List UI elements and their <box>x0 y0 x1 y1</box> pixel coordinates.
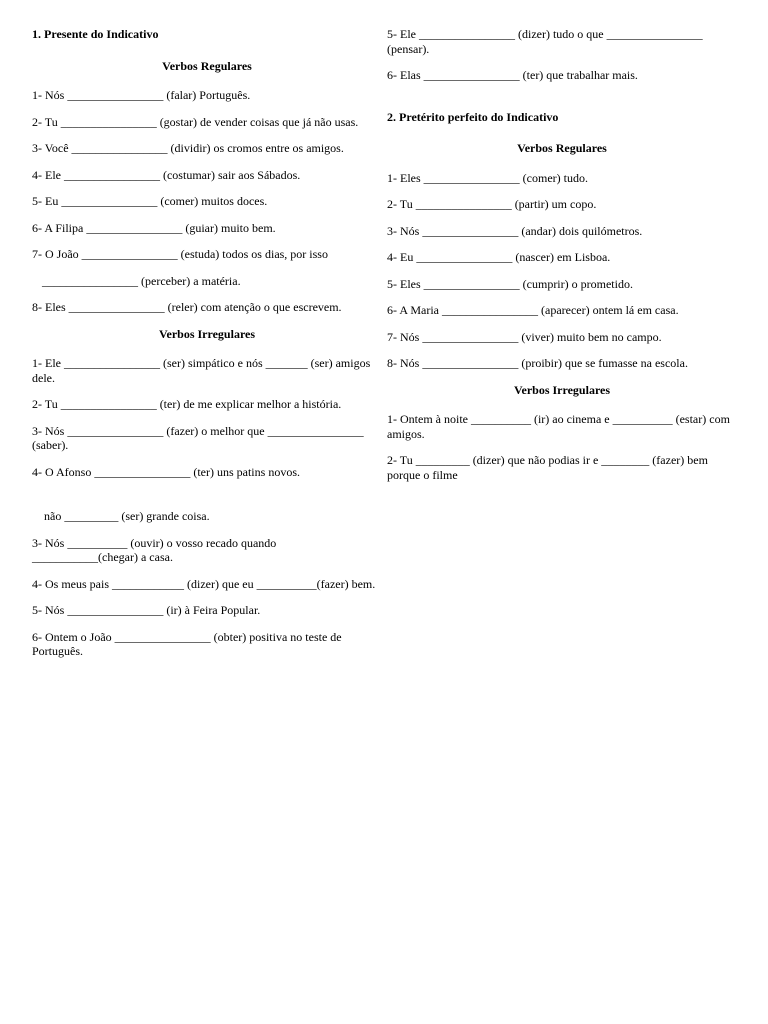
exercise-item: 8- Nós ________________ (proibir) que se fumasse na escola. <box>387 356 688 370</box>
exercise-item: 7- O João ________________ (estuda) todos os dias, por isso <box>32 247 328 261</box>
exercise-item: 1- Ontem à noite __________ (ir) ao cinema e __________ (estar) com amigos. <box>387 412 730 441</box>
exercise-item: 3- Nós ________________ (andar) dois quilómetros. <box>387 223 643 238</box>
exercise-item: 1- Nós ________________ (falar) Português. <box>32 88 251 102</box>
exercise-item: 5- Ele ________________ (dizer) tudo o que ________________ (pensar). <box>387 27 703 56</box>
section2-title: 2. Pretérito perfeito do Indicativo <box>387 109 559 124</box>
exercise-item: 4- O Afonso ________________ (ter) uns patins novos. <box>32 464 300 479</box>
exercise-item-continuation: ________________ (perceber) a matéria. <box>42 273 241 288</box>
exercise-item: 3- Nós ________________ (fazer) o melhor que ________________ (saber). <box>32 423 364 452</box>
exercise-item: 6- A Filipa ________________ (guiar) muito bem. <box>32 220 276 235</box>
left-column <box>32 27 382 671</box>
exercise-item: 8- Eles ________________ (reler) com atenção o que escrevem. <box>32 300 342 314</box>
exercise-item: 7- Nós ________________ (viver) muito bem no campo. <box>387 329 662 344</box>
exercise-item: 2- Tu ________________ (partir) um copo. <box>387 197 597 211</box>
exercise-item: 4- Os meus pais ____________ (dizer) que eu __________(fazer) bem. <box>32 576 376 591</box>
exercise-item: 2- Tu _________ (dizer) que não podias ir e ________ (fazer) bem porque o filme <box>387 453 708 482</box>
exercise-item: 3- Nós __________ (ouvir) o vosso recado quando ___________(chegar) a casa. <box>32 535 277 564</box>
exercise-item: 4- Eu ________________ (nascer) em Lisboa. <box>387 250 611 264</box>
regulares-title-1: Verbos Regulares <box>162 58 252 73</box>
exercise-item: 6- A Maria ________________ (aparecer) ontem lá em casa. <box>387 303 679 317</box>
exercise-item: 1- Eles ________________ (comer) tudo. <box>387 170 588 185</box>
right-column <box>387 27 737 494</box>
irregulares-title-1: Verbos Irregulares <box>158 326 256 341</box>
irregulares-title-2: Verbos Irregulares <box>513 382 611 397</box>
exercise-item: 5- Nós ________________ (ir) à Feira Popular. <box>32 603 261 617</box>
exercise-item: 6- Ontem o João ________________ (obter) positiva no teste de Português. <box>32 629 342 658</box>
exercise-item: 2- Tu ________________ (ter) de me explicar melhor a história. <box>32 397 342 411</box>
regulares-title-2: Verbos Regulares <box>517 141 607 155</box>
exercise-item: 6- Elas ________________ (ter) que trabalhar mais. <box>387 68 638 82</box>
section1-title: 1. Presente do Indicativo <box>32 27 159 41</box>
exercise-item: 4- Ele ________________ (costumar) sair aos Sábados. <box>32 167 301 182</box>
exercise-item: 3- Você ________________ (dividir) os cromos entre os amigos. <box>32 141 344 155</box>
exercise-item: 5- Eles ________________ (cumprir) o prometido. <box>387 276 633 291</box>
exercise-item: 1- Ele ________________ (ser) simpático e nós _______ (ser) amigos dele. <box>32 356 371 385</box>
exercise-item: 2- Tu ________________ (gostar) de vender coisas que já não usas. <box>32 114 359 129</box>
exercise-item-continuation: não _________ (ser) grande coisa. <box>44 509 210 523</box>
exercise-item: 5- Eu ________________ (comer) muitos doces. <box>32 194 268 208</box>
